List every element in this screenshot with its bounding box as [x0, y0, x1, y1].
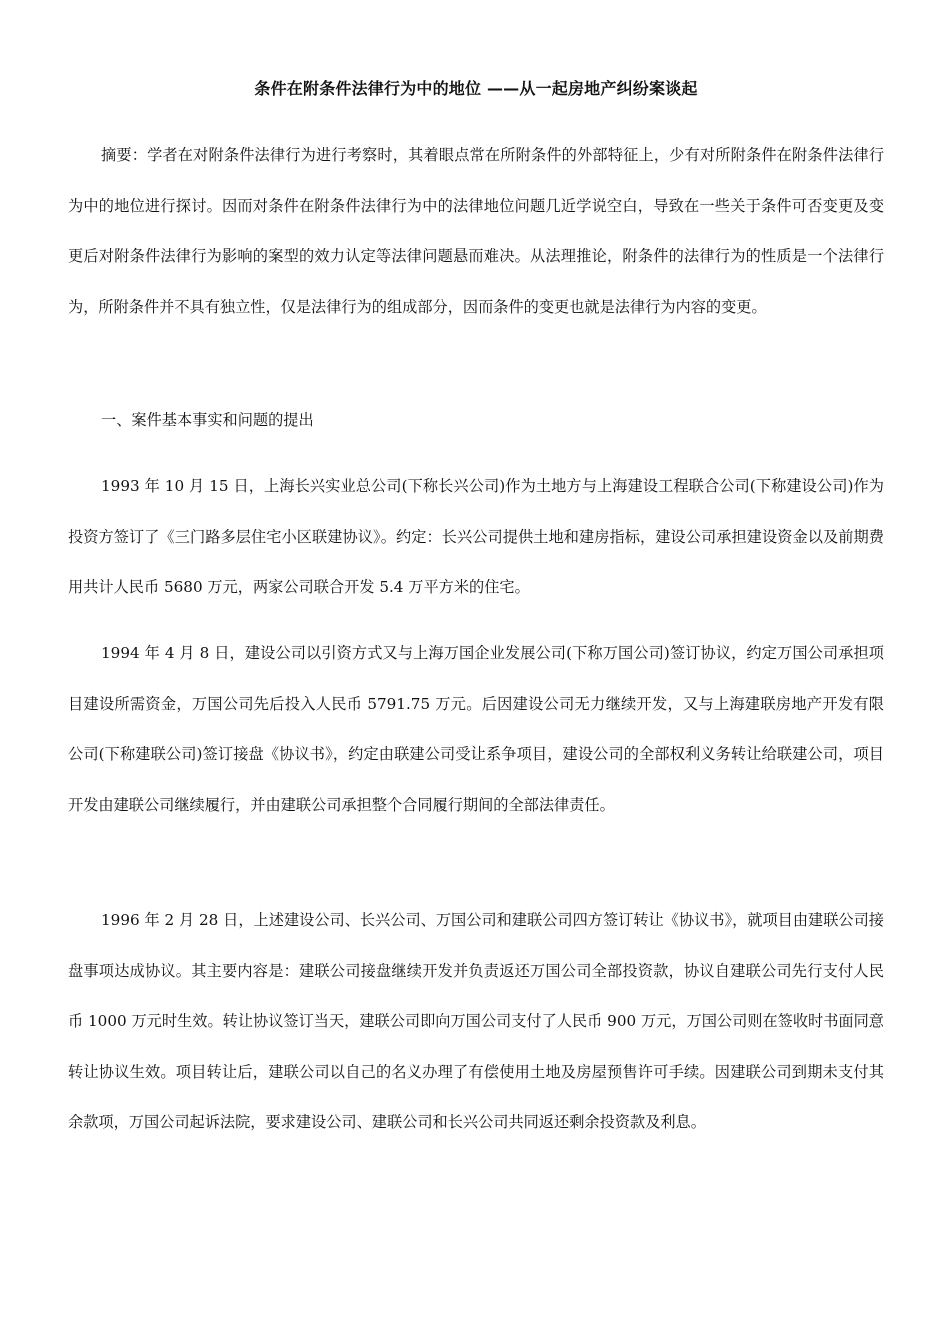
section-heading: 一、案件基本事实和问题的提出 — [101, 411, 314, 429]
abstract-paragraph: 摘要：学者在对附条件法律行为进行考察时，其着眼点常在所附条件的外部特征上，少有对所附条件在附条件法律行为中的地位进行探讨。因而对条件在附条件法律行为中的法律地位问题几近学说空白，导致在一些关于条件可否变更及变更后对附条件法律行为影响的案型的效力认定等法律问题悬而难决。从法理推论，附条件的法律行为的性质是一个法律行为，所附条件并不具有独立性，仅是法律行为的组成部分，因而条件的变更也就是法律行为内容的变更。 — [68, 146, 884, 316]
body-paragraph: 1993 年 10 月 15 日，上海长兴实业总公司(下称长兴公司)作为土地方与上海建设工程联合公司(下称建设公司)作为投资方签订了《三门路多层住宅小区联建协议》。约定：长兴公司提供土地和建房指标，建设公司承担建设资金以及前期费用共计人民币 5680 万元，两家公司联合开发 5.4 万平方米的住宅。 — [68, 477, 884, 596]
document-title: 条件在附条件法律行为中的地位 ——从一起房地产纠纷案谈起 — [254, 79, 698, 98]
body-paragraph: 1994 年 4 月 8 日，建设公司以引资方式又与上海万国企业发展公司(下称万国公司)签订协议，约定万国公司承担项目建设所需资金，万国公司先后投入人民币 5791.75 万元。后因建设公司无力继续开发，又与上海建联房地产开发有限公司(下称建联公司)签订接盘《协议书》，约定由联建公司受让系争项目，建设公司的全部权利义务转让给联建公司，项目开发由建联公司继续履行，并由建联公司承担整个合同履行期间的全部法律责任。 — [68, 644, 884, 814]
body-paragraph: 1996 年 2 月 28 日，上述建设公司、长兴公司、万国公司和建联公司四方签订转让《协议书》，就项目由建联公司接盘事项达成协议。其主要内容是：建联公司接盘继续开发并负责返还万国公司全部投资款，协议自建联公司先行支付人民币 1000 万元时生效。转让协议签订当天，建联公司即向万国公司支付了人民币 900 万元，万国公司则在签收时书面同意转让协议生效。项目转让后，建联公司以自己的名义办理了有偿使用土地及房屋预售许可手续。因建联公司到期未支付其余款项，万国公司起诉法院，要求建设公司、建联公司和长兴公司共同返还剩余投资款及利息。 — [68, 911, 884, 1131]
